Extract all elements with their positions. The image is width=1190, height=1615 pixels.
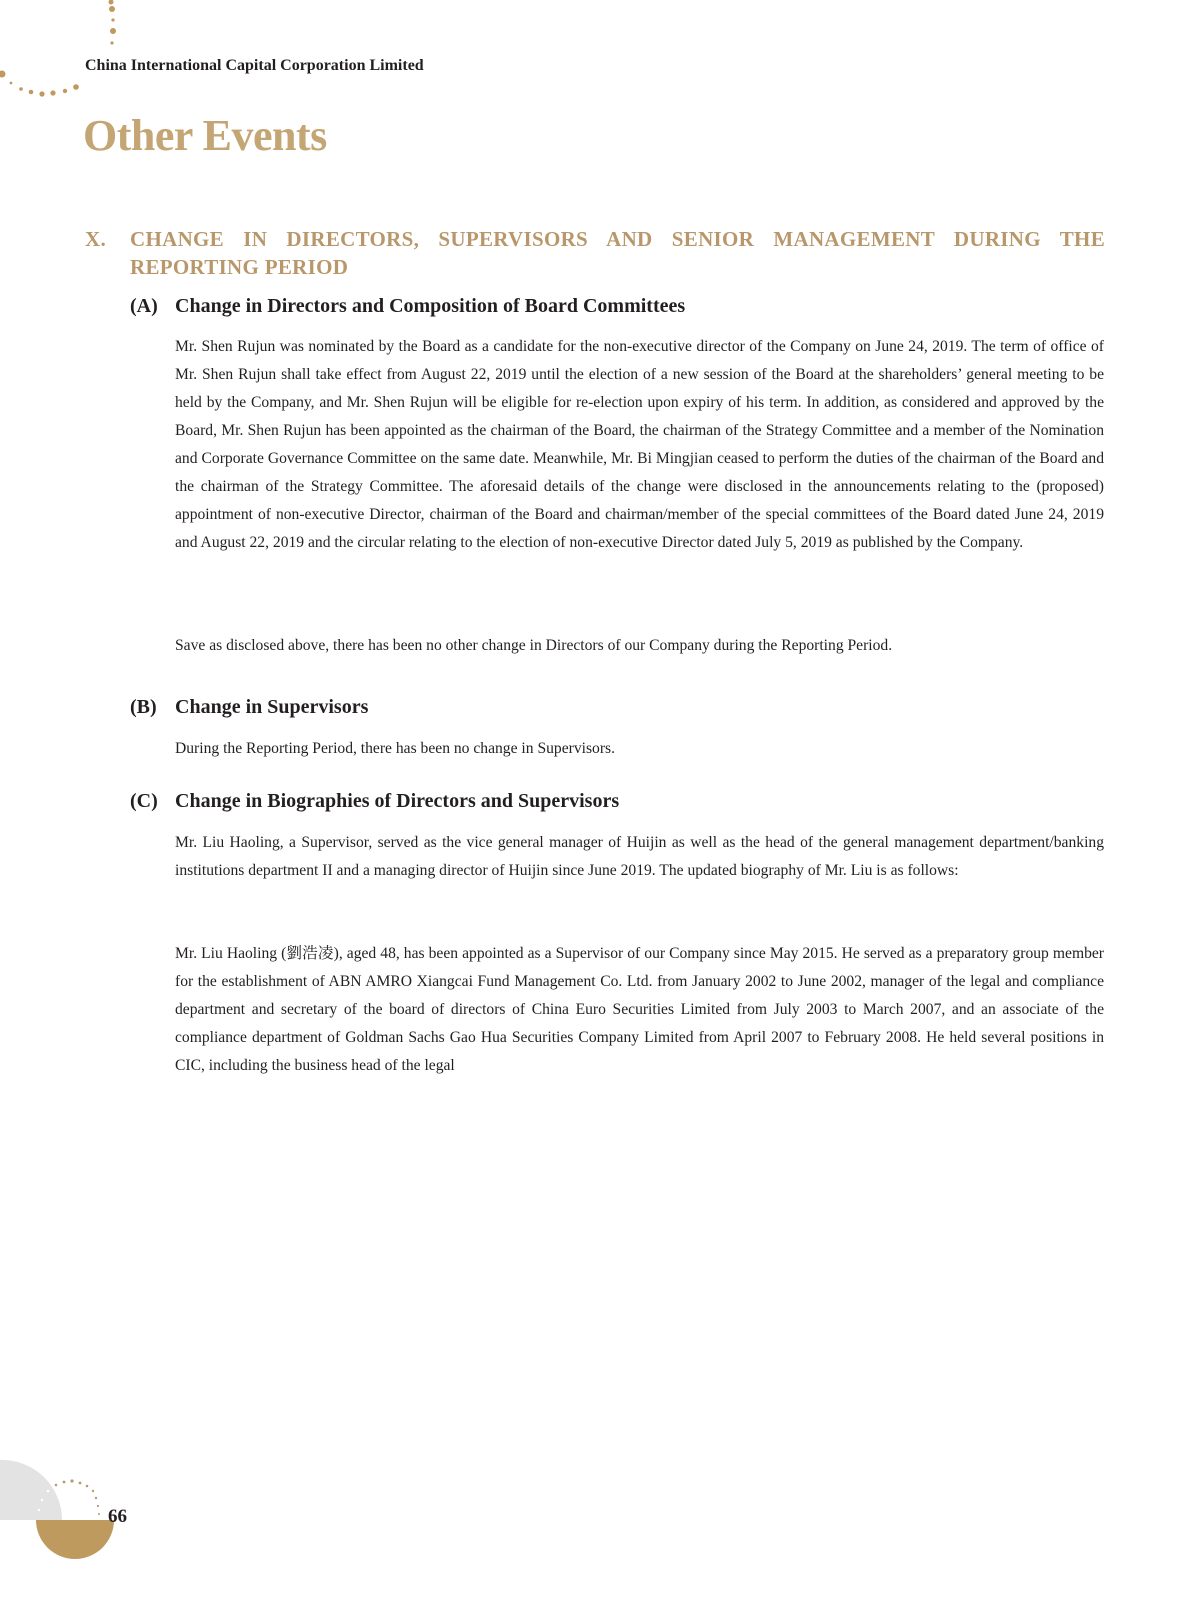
page-number: 66 [108, 1506, 127, 1527]
section-heading [85, 225, 1105, 281]
page-corner-decoration-icon [0, 1460, 140, 1615]
paragraph: Mr. Liu Haoling (劉浩凌), aged 48, has been appointed as a Supervisor of our Company since May 2015. He served as a preparatory group member for the establishment of ABN AMRO Xiangcai Fund Management Co. Ltd. from January 2002 to June 2002, manager of the legal and compliance department and secretary of the board of directors of China Euro Securities Limited from July 2003 to March 2007, and an associate of the compliance department of Goldman Sachs Gao Hua Securities Company Limited from April 2007 to February 2008. He held several positions in CIC, including the business head of the legal [175, 945, 1104, 1074]
dotted-arc-decoration-icon [0, 0, 130, 110]
page-title: Other Events [83, 111, 327, 160]
company-name: China International Capital Corporation Limited [85, 57, 424, 74]
section-number: X. [85, 227, 107, 251]
subsection-label: (C) [130, 790, 158, 812]
section-title: CHANGE IN DIRECTORS, SUPERVISORS AND SENIOR MANAGEMENT DURING THE REPORTING PERIOD [130, 227, 1105, 279]
subsection-label: (B) [130, 696, 157, 718]
subsection-label: (A) [130, 295, 158, 317]
subsection-title: Change in Supervisors [175, 696, 369, 718]
subsection-heading-b [130, 696, 368, 719]
subsection-title: Change in Directors and Composition of Board Committees [175, 295, 686, 317]
paragraph: During the Reporting Period, there has been no change in Supervisors. [175, 740, 615, 757]
subsection-heading-c [130, 790, 619, 813]
paragraph: Save as disclosed above, there has been no other change in Directors of our Company during the Reporting Period. [175, 637, 893, 654]
paragraph: Mr. Liu Haoling, a Supervisor, served as the vice general manager of Huijin as well as the head of the general management department/banking institutions department II and a managing director of Huijin since June 2019. The updated biography of Mr. Liu is as follows: [175, 834, 1104, 879]
subsection-heading-a [130, 295, 685, 318]
paragraph: Mr. Shen Rujun was nominated by the Board as a candidate for the non-executive director of the Company on June 24, 2019. The term of office of Mr. Shen Rujun shall take effect from August 22, 2019 until the election of a new session of the Board at the shareholders’ general meeting to be held by the Company, and Mr. Shen Rujun will be eligible for re-election upon expiry of his term. In addition, as considered and approved by the Board, Mr. Shen Rujun has been appointed as the chairman of the Board, the chairman of the Strategy Committee and a member of the Nomination and Corporate Governance Committee on the same date. Meanwhile, Mr. Bi Mingjian ceased to perform the duties of the chairman of the Board and the chairman of the Strategy Committee. The aforesaid details of the change were disclosed in the announcements relating to the (proposed) appointment of non-executive Director, chairman of the Board and chairman/member of the special committees of the Board dated June 24, 2019 and August 22, 2019 and the circular relating to the election of non-executive Director dated July 5, 2019 as published by the Company. [175, 338, 1104, 551]
subsection-title: Change in Biographies of Directors and Supervisors [175, 790, 620, 812]
